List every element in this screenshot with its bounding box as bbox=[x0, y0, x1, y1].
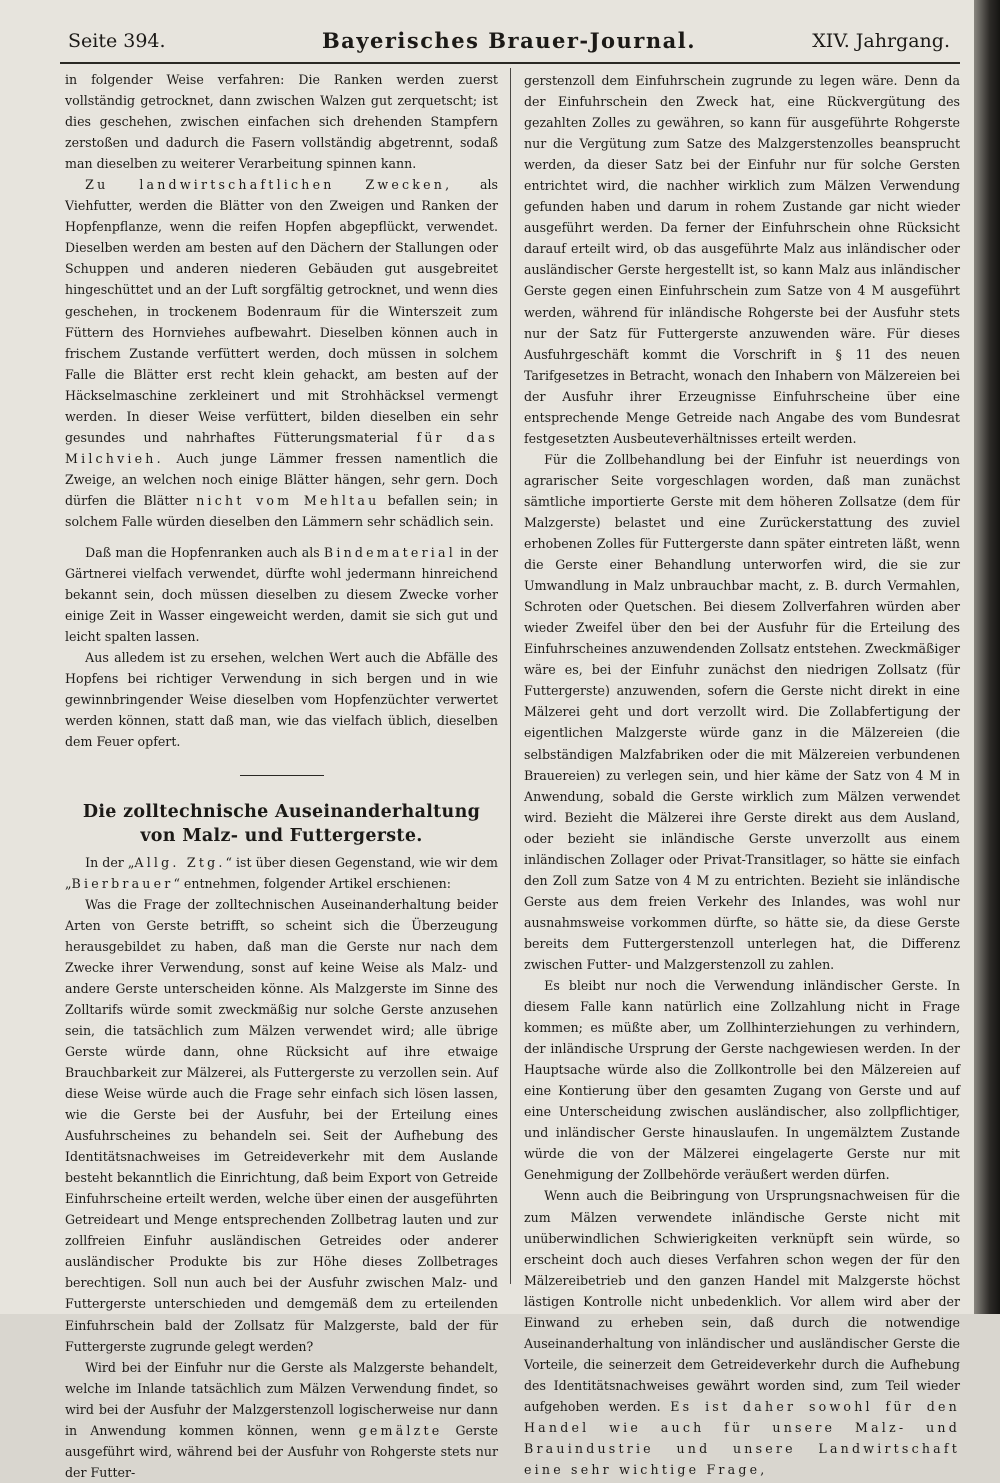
paragraph: Wenn auch die Beibringung von Ursprungsnachweisen für die zum Mälzen verwendete inländische Gerste nicht mit unüberwindlichen Schwierigkeiten verknüpft sein würde, so erscheint doch auch dieses Verfahren schon wegen der für den Mälzereibetrieb und den ganzen Handel mit Malzgerste höchst lästigen Kontrolle nicht unbedenklich. Vor allem wird aber der Einwand zu erheben sein, daß durch die notwendige Auseinanderhaltung von inländischer und ausländischer Gerste die Vorteile, die seinerzeit dem Getreideverkehr durch die Aufhebung des Identitätsnachweises gewährt worden sind, zum Teil wieder aufgehoben werden. Es ist daher sowohl für den Handel wie auch für unsere Malz- und Brauindustrie und unsere Landwirtschaft eine sehr wichtige Frage, bbox=[524, 1188, 960, 1478]
page-number: Seite 394. bbox=[68, 30, 166, 52]
paragraph: Daß man die Hopfenranken auch als Bindematerial in der Gärtnerei vielfach verwendet, dürfte wohl jedermann hinreichend bekannt sein, doch müssen dieselben zu diesem Zwecke vorher einige Zeit in Wasser eingeweicht werden, damit sie sich gut und leicht spalten lassen. bbox=[65, 545, 499, 645]
spaced-emphasis: für das Milchvieh. bbox=[65, 429, 498, 466]
paragraph: Was die Frage der zolltechnischen Auseinanderhaltung beider Arten von Gerste betrifft, so scheint sich die Überzeugung herausgebildet zu haben, daß man die Gerste nur nach dem Zwecke ihrer Verwendung, sonst auf keine Weise als Malz- und andere Gerste unterscheiden könne. Als Malzgerste im Sinne des Zolltarifs würde somit zweckmäßig nur solche Gerste anzusehen sein, die tatsächlich zum Mälzen verwendet wird; alle übrige Gerste würde dann, ohne Rücksicht auf ihre etwaige Brauchbarkeit zur Mälzerei, als Futtergerste zu verzollen sein. Auf diese Weise würde auch die Frage sehr einfach sich lösen lassen, wie die Gerste bei der Ausfuhr, bei der Erteilung eines Ausfuhrscheines zu behandeln sei. Seit der Aufhebung des Identitätsnachweises im Getreideverkehr mit dem Auslande besteht bekanntlich die Einrichtung, daß beim Export von Getreide Einfuhrscheine erteilt werden, welche über einen der ausgeführten Getreideart und Menge entsprechenden Zollbetrag lauten und zur zollfreien Einfuhr ausländischen Getreides oder anderer ausländischer Produkte bis zur Höhe dieses Zollbetrages berechtigen. Soll nun auch bei der Ausfuhr zwischen Malz- und Futtergerste unterschieden und demgemäß dem zu erteilenden Einfuhrschein bald der Zollsatz für Malzgerste, bald der für Futtergerste zugrunde gelegt werden? bbox=[65, 896, 498, 1354]
volume-label: XIV. Jahrgang. bbox=[812, 30, 950, 52]
journal-title: Bayerisches Brauer-Journal. bbox=[321, 28, 697, 53]
left-column bbox=[65, 69, 498, 1483]
spaced-emphasis: Bierbrauer bbox=[71, 875, 174, 891]
spaced-emphasis: Allg. Ztg. bbox=[134, 854, 226, 870]
spaced-emphasis: gemälzte bbox=[358, 1422, 443, 1438]
spaced-emphasis: nicht vom Mehltau bbox=[196, 492, 380, 508]
spaced-emphasis: Es ist daher sowohl für den Handel wie auch für unsere Malz- und Brauindustrie und unsere Landwirtschaft eine sehr wichtige Frage, bbox=[524, 1398, 960, 1478]
paragraph: In der „Allg. Ztg.“ ist über diesen Gegenstand, wie wir dem „Bierbrauer“ entnehmen, folgender Artikel erschienen: bbox=[65, 854, 498, 891]
right-column bbox=[524, 70, 960, 1480]
article-title: Die zolltechnische Auseinanderhaltung von Malz- und Futtergerste. bbox=[82, 801, 481, 846]
paragraph: in folgender Weise verfahren: Die Ranken werden zuerst vollständig getrocknet, dann zwischen Walzen gut zerquetscht; ist dies geschehen, zwischen einfachen sich drehenden Stampfern zerstoßen und dadurch die Fasern vollständig abgetrennt, sodaß man dieselben zu weiterer Verarbeitung spinnen kann. bbox=[65, 72, 498, 172]
spaced-emphasis: Zu landwirtschaftlichen Zwecken, bbox=[85, 177, 453, 193]
paragraph: Zu landwirtschaftlichen Zwecken, als Viehfutter, werden die Blätter von den Zweigen und Ranken der Hopfenpflanze, wenn die reifen Hopfen abgepflückt, verwendet. Dieselben werden am besten auf den Dächern der Stallungen oder Schuppen und anderen niederen Gebäuden gut ausgebreitet hingeschüttet und an der Luft sorgfältig getrocknet, und wenn dies geschehen, in trockenem Bodenraum für die Winterszeit zum Füttern des Hornviehes aufbewahrt. Dieselben können auch in frischem Zustande verfüttert werden, doch müssen in solchem Falle die Blätter erst recht klein gehackt, am besten auf der Häckselmaschine zerkleinert und mit Strohhäcksel vermengt werden. In dieser Weise verfüttert, bilden dieselben ein sehr gesundes und nahrhaftes Fütterungsmaterial für das Milchvieh. Auch junge Lämmer fressen namentlich die Zweige, an welchen noch einige Blätter hängen, sehr gern. Doch dürfen die Blätter nicht vom Mehltau befallen sein; in solchem Falle würden dieselben den Lämmern sehr schädlich sein. bbox=[65, 177, 499, 529]
paragraph: Es bleibt nur noch die Verwendung inländischer Gerste. In diesem Falle kann natürlich eine Zollzahlung nicht in Frage kommen; es müßte aber, um Zollhinterziehungen zu verhindern, der inländische Ursprung der Gerste nachgewiesen werden. In der Hauptsache würde also die Zollkontrolle bei den Mälzereien auf eine Kontierung über den gesamten Zugang von Gerste und auf eine Unterscheidung zwischen ausländischer, also zollpflichtiger, und inländischer Gerste hinauslaufen. In ungemälztem Zustande würde die von der Mälzerei eingelagerte Gerste nur mit Genehmigung der Zollbehörde veräußert werden dürfen. bbox=[524, 978, 960, 1183]
section-divider bbox=[240, 775, 324, 776]
column-divider bbox=[510, 68, 511, 1284]
header-rule bbox=[60, 62, 960, 64]
paragraph: Für die Zollbehandlung bei der Einfuhr ist neuerdings von agrarischer Seite vorgeschlagen worden, daß man zunächst sämtliche importierte Gerste mit dem höheren Zollsatze (dem für Malzgerste) belastet und eine Zurückerstattung des zuviel erhobenen Zolles für Futtergerste dann später eintreten läßt, wenn die Gerste einer Behandlung unterworfen wird, die sie zur Umwandlung in Malz unbrauchbar macht, z. B. durch Vermahlen, Schroten oder Quetschen. Bei diesem Zollverfahren würden aber wieder Zweifel über den bei der Ausfuhr für die Erteilung des Einfuhrscheines anzuwendenden Zollsatz entstehen. Zweckmäßiger wäre es, bei der Einfuhr zunächst den niedrigen Zollsatz (für Futtergerste) anzuwenden, sofern die Gerste nicht direkt in eine Mälzerei geht und dort verzollt wird. Die Zollabfertigung der eigentlichen Malzgerste würde ganz in die Mälzereien (die selbständigen Malzfabriken oder die mit Mälzereien verbundenen Brauereien) zu verlegen sein, und hier käme der Satz von 4 M in Anwendung, sobald die Gerste wirklich zum Mälzen verwendet wird. Bezieht die Mälzerei ihre Gerste direkt aus dem Ausland, oder bezieht sie inländische Gerste unverzollt aus einem inländischen Zollager oder Privat-Transitlager, so hätte sie einfach den Zoll zum Satze von 4 M zu entrichten. Bezieht sie inländische Gerste aus dem freien Verkehr des Inlandes, was wohl nur ausnahmsweise vorkommen dürfte, so hätte sie, da diese Gerste bereits dem Futtergerstenzoll unterlegen hat, die Differenz zwischen Futter- und Malzgerstenzoll zu zahlen. bbox=[524, 451, 960, 972]
book-spine-shadow bbox=[974, 0, 1000, 1314]
paragraph: Aus alledem ist zu ersehen, welchen Wert auch die Abfälle des Hopfens bei richtiger Verwendung in sich bergen und in wie gewinnbringender Weise dieselben vom Hopfenzüchter verwertet werden können, statt daß man, wie das vielfach üblich, dieselben dem Feuer opfert. bbox=[65, 650, 498, 750]
spaced-emphasis: Bindematerial bbox=[323, 545, 456, 561]
paragraph: Wird bei der Einfuhr nur die Gerste als Malzgerste behandelt, welche im Inlande tatsächlich zum Mälzen Verwendung findet, so wird bei der Ausfuhr der Malzgerstenzoll logischerweise nur dann in Anwendung kommen können, wenn gemälzte Gerste ausgeführt wird, während bei der Ausfuhr von Rohgerste stets nur der Futter- bbox=[65, 1359, 498, 1480]
paragraph: gerstenzoll dem Einfuhrschein zugrunde zu legen wäre. Denn da der Einfuhrschein den Zweck hat, eine Rückvergütung des gezahlten Zolles zu gewähren, so kann für ausgeführte Rohgerste nur die Vergütung zum Satze des Malzgerstenzolles beansprucht werden, da dieser Satz bei der Einfuhr nur für solche Gersten entrichtet wird, die nachher wirklich zum Mälzen Verwendung gefunden haben und darum in rohem Zustande gar nicht wieder ausgeführt werden. Da ferner der Einfuhrschein ohne Rücksicht darauf erteilt wird, ob das ausgeführte Malz aus inländischer oder ausländischer Gerste hergestellt ist, so kann Malz aus inländischer Gerste gegen einen Einfuhrschein zum Satze von 4 M ausgeführt werden, während für inländische Rohgerste bei der Ausfuhr stets nur der Satz für Futtergerste anzuwenden wäre. Für dieses Ausfuhrgeschäft kommt die Vorschrift in § 11 des neuen Tarifgesetzes in Betracht, wonach den Inhabern von Mälzereien bei der Ausfuhr ihrer Erzeugnisse Einfuhrscheine über eine entsprechende Menge Getreide nach Angabe des vom Bundesrat festgesetzten Ausbeuteverhältnisses erteilt werden. bbox=[524, 73, 960, 446]
page-header bbox=[68, 26, 950, 66]
